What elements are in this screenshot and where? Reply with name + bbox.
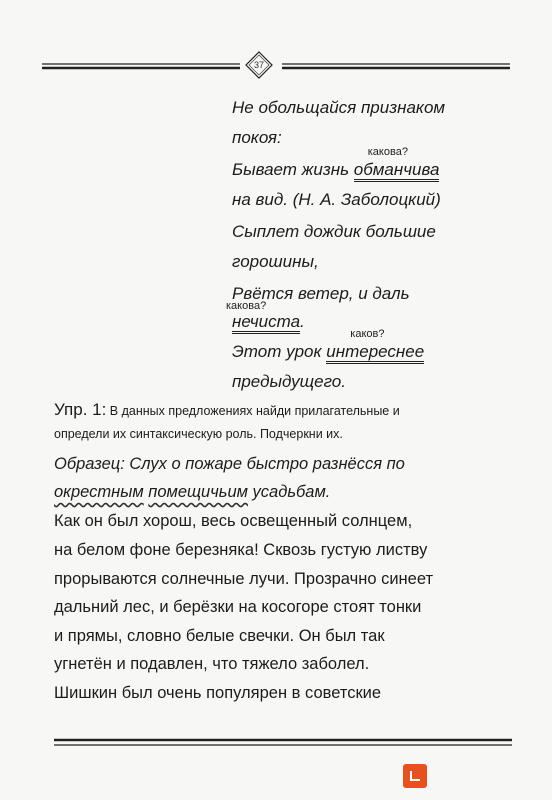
exercise-text-line: дальний лес, и берёзки на косогоре стоят тонки — [54, 598, 422, 616]
footer-rule — [54, 738, 512, 748]
exercise-heading — [54, 400, 514, 420]
page-number-badge — [245, 51, 273, 79]
exercise-task: В данных предложениях найди прилагательные и — [106, 404, 400, 418]
poem-line — [226, 300, 305, 332]
wavy-underlined-word: помещичьим — [148, 483, 248, 501]
poem-text: Бывает жизнь — [232, 160, 354, 179]
question-note: какова? — [367, 146, 408, 158]
page-number: 37 — [253, 60, 264, 70]
predicate-word: нечиста — [232, 312, 300, 334]
predicate-word: интереснее — [326, 342, 424, 364]
exercise-text-line: прорываются солнечные лучи. Прозрачно синеет — [54, 570, 434, 588]
exercise-text-line: Шишкин был очень популярен в советские — [54, 684, 382, 702]
logo-glyph-icon — [407, 768, 423, 784]
wavy-underlined-word: окрестным — [54, 483, 144, 501]
poem-text: Этот урок — [232, 342, 327, 361]
underlined-word — [226, 300, 301, 331]
question-note: каков? — [350, 328, 385, 340]
underlined-word — [326, 328, 425, 361]
sample-text: усадьбам. — [247, 483, 331, 501]
question-note: какова? — [226, 300, 267, 312]
sample-line — [54, 483, 330, 502]
poem-line: Не обольщайся признаком — [232, 98, 446, 117]
exercise-text-line: угнетён и подавлен, что тяжело заболел. — [54, 655, 370, 673]
exercise-text-line: Как он был хорош, весь освещенный солнцем, — [54, 512, 413, 530]
publisher-logo-icon — [403, 764, 427, 788]
poem-line: предыдущего. — [232, 372, 346, 391]
underlined-word — [353, 146, 440, 179]
exercise-task-line2: определи их синтаксическую роль. Подчеркни их. — [54, 427, 343, 441]
exercise-text-line: на белом фоне березняка! Сквозь густую листву — [54, 541, 428, 559]
exercise-text-line: и прямы, словно белые свечки. Он был так — [54, 627, 385, 645]
poem-line: Рвётся ветер, и даль — [232, 284, 410, 303]
poem-text: . — [300, 312, 305, 331]
poem-line: на вид. (Н. А. Заболоцкий) — [232, 190, 441, 209]
poem-line — [232, 328, 425, 362]
predicate-word: обманчива — [354, 160, 440, 182]
header-rule — [42, 60, 510, 74]
poem-line: покоя: — [232, 128, 282, 147]
poem-line — [232, 146, 440, 180]
poem-line: горошины, — [232, 252, 319, 271]
exercise-label: Упр. 1: — [54, 400, 107, 419]
sample-line: Образец: Слух о пожаре быстро разнёсся по — [54, 455, 405, 473]
poem-line: Сыплет дождик большие — [232, 222, 436, 241]
